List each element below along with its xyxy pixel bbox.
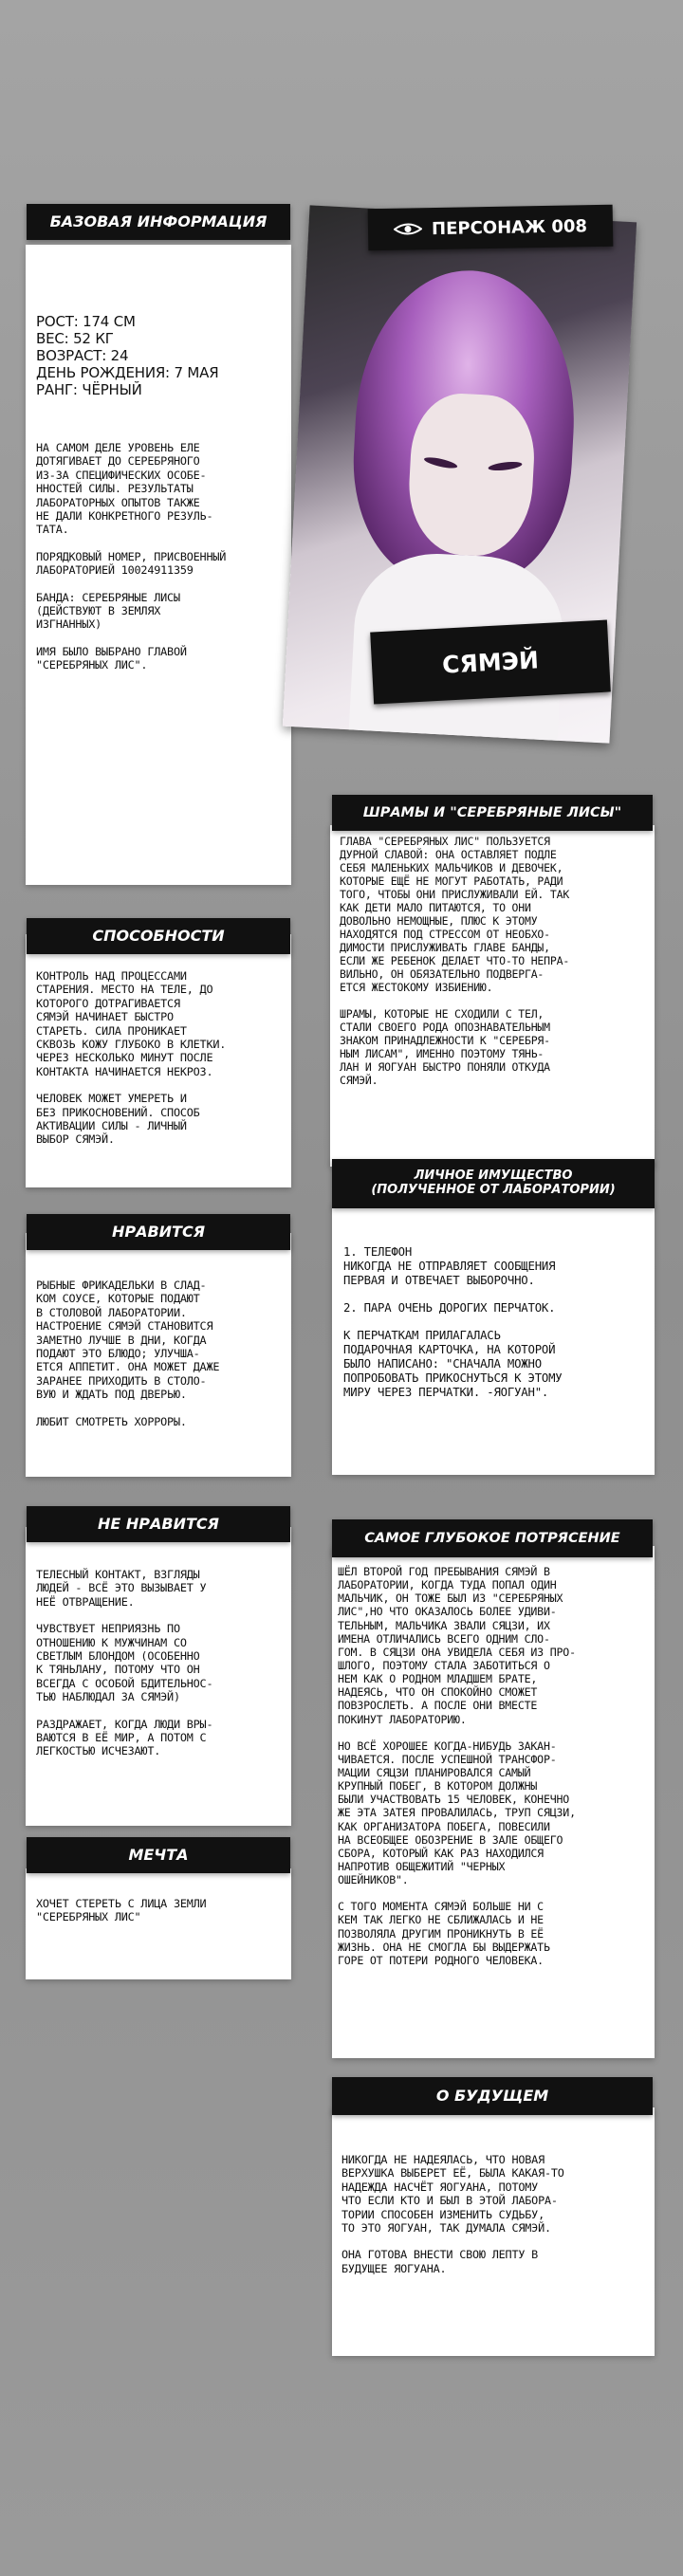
- abilities-header: [27, 918, 290, 954]
- dislikes-p3: РАЗДРАЖАЕТ, КОГДА ЛЮДИ ВРЫ- ВАЮТСЯ В ЕЁ МИР, А ПОТОМ С ЛЕГКОСТЬЮ ИСЧЕЗАЮТ.: [36, 1717, 213, 1758]
- property-p3: К ПЕРЧАТКАМ ПРИЛАГАЛАСЬ ПОДАРОЧНАЯ КАРТОЧКА, НА КОТОРОЙ БЫЛО НАПИСАНО: "СНАЧАЛА МОЖНО ПОПРОБОВАТЬ ПРИКОСНУТЬСЯ К ЭТОМУ МИРУ ЧЕРЕЗ ПЕРЧАТКИ. -ЯОГУАН".: [343, 1329, 563, 1399]
- abilities-text: [36, 969, 285, 1160]
- future-text: [342, 2153, 651, 2289]
- property-p2: 2. ПАРА ОЧЕНЬ ДОРОГИХ ПЕРЧАТОК.: [343, 1301, 556, 1315]
- likes-p1: РЫБНЫЕ ФРИКАДЕЛЬКИ В СЛАД- КОМ СОУСЕ, КОТОРЫЕ ПОДАЮТ В СТОЛОВОЙ ЛАБОРАТОРИИ. НАСТРОЕНИЕ СЯМЭЙ СТАНОВИТСЯ ЗАМЕТНО ЛУЧШЕ В ДНИ, КОГДА ПОДАЮТ ЭТО БЛЮДО; УЛУЧША- ЕТСЯ АППЕТИТ. ОНА МОЖЕТ ДАЖЕ ЗАРАНЕЕ ПРИХОДИТЬ В СТОЛО- ВУЮ И ЖДАТЬ ПОД ДВЕРЬЮ.: [36, 1279, 220, 1402]
- character-name-plate: [370, 620, 611, 705]
- stat-height: РОСТ: 174 СМ: [36, 313, 136, 330]
- character-header-label: ПЕРСОНАЖ 008: [431, 215, 588, 239]
- scars-p2: ШРАМЫ, КОТОРЫЕ НЕ СХОДИЛИ С ТЕЛ, СТАЛИ СВОЕГО РОДА ОПОЗНАВАТЕЛЬНЫМ ЗНАКОМ ПРИНАДЛЕЖНОСТИ К "СЕРЕБРЯ- НЫМ ЛИСАМ", ИМЕННО ПОЭТОМУ ТЯНЬ- ЛАН И ЯОГУАН БЫСТРО ПОНЯЛИ ОТКУДА СЯМЭЙ.: [340, 1007, 550, 1088]
- basic-info-p3: БАНДА: СЕРЕБРЯНЫЕ ЛИСЫ (ДЕЙСТВУЮТ В ЗЕМЛЯХ ИЗГНАННЫХ): [36, 590, 180, 632]
- likes-text: [36, 1279, 285, 1442]
- property-title-line2: (ПОЛУЧЕННОЕ ОТ ЛАБОРАТОРИИ): [371, 1183, 616, 1197]
- shock-p3: С ТОГО МОМЕНТА СЯМЭЙ БОЛЬШЕ НИ С КЕМ ТАК ЛЕГКО НЕ СБЛИЖАЛАСЬ И НЕ ПОЗВОЛЯЛА ДРУГИМ ПРОНИКНУТЬ В ЕЁ ЖИЗНЬ. ОНА НЕ СМОГЛА БЫ ВЫДЕРЖАТЬ ГОРЕ ОТ ПОТЕРИ РОДНОГО ЧЕЛОВЕКА.: [338, 1900, 550, 1967]
- likes-p2: ЛЮБИТ СМОТРЕТЬ ХОРРОРЫ.: [36, 1414, 187, 1428]
- dream-title: МЕЧТА: [128, 1845, 189, 1864]
- basic-info-stats: [36, 313, 283, 398]
- future-header: [332, 2077, 653, 2115]
- abilities-p2: ЧЕЛОВЕК МОЖЕТ УМЕРЕТЬ И БЕЗ ПРИКОСНОВЕНИЙ. СПОСОБ АКТИВАЦИИ СИЛЫ - ЛИЧНЫЙ ВЫБОР СЯМЭЙ.: [36, 1092, 200, 1147]
- basic-info-p1: НА САМОМ ДЕЛЕ УРОВЕНЬ ЕЛЕ ДОТЯГИВАЕТ ДО СЕРЕБРЯНОГО ИЗ-ЗА СПЕЦИФИЧЕСКИХ ОСОБЕ- ННОСТЕЙ СИЛЫ. РЕЗУЛЬТАТЫ ЛАБОРАТОРНЫХ ОПЫТОВ ТАКЖЕ НЕ ДАЛИ КОНКРЕТНОГО РЕЗУЛЬ- ТАТА.: [36, 441, 213, 537]
- stat-age: ВОЗРАСТ: 24: [36, 347, 129, 364]
- shock-title: САМОЕ ГЛУБОКОЕ ПОТРЯСЕНИЕ: [364, 1530, 620, 1546]
- property-text: [343, 1245, 649, 1413]
- shock-p2: НО ВСЁ ХОРОШЕЕ КОГДА-НИБУДЬ ЗАКАН- ЧИВАЕТСЯ. ПОСЛЕ УСПЕШНОЙ ТРАНСФОР- МАЦИИ СЯЦЗИ ПЛАНИРОВАЛСЯ САМЫЙ КРУПНЫЙ ПОБЕГ, В КОТОРОМ ДОЛЖНЫ БЫЛИ УЧАСТВОВАТЬ 15 ЧЕЛОВЕК, КОНЕЧНО ЖЕ ЭТА ЗАТЕЯ ПРОВАЛИЛАСЬ, ТРУП СЯЦЗИ, КАК ОРГАНИЗАТОРА ПОБЕГА, ПОВЕСИЛИ НА ВСЕОБЩЕЕ ОБОЗРЕНИЕ В ЗАЛЕ ОБЩЕГО СБОРА, КОТОРЫЙ КАК РАЗ НАХОДИЛСЯ НАПРОТИВ ОБЩЕЖИТИЙ "ЧЕРНЫХ ОШЕЙНИКОВ".: [338, 1739, 576, 1887]
- basic-info-p2: ПОРЯДКОВЫЙ НОМЕР, ПРИСВОЕННЫЙ ЛАБОРАТОРИЕЙ 10024911359: [36, 549, 227, 578]
- property-header: [332, 1159, 655, 1208]
- portrait-eye-right: [488, 460, 523, 471]
- character-header: [368, 205, 614, 250]
- future-p1: НИКОГДА НЕ НАДЕЯЛАСЬ, ЧТО НОВАЯ ВЕРХУШКА ВЫБЕРЕТ ЕЁ, БЫЛА КАКАЯ-ТО НАДЕЖДА НАСЧЁТ ЯОГУАНА, ПОТОМУ ЧТО ЕСЛИ КТО И БЫЛ В ЭТОЙ ЛАБОРА- ТОРИИ СПОСОБЕН ИЗМЕНИТЬ СУДЬБУ, ТО ЭТО ЯОГУАН, ТАК ДУМАЛА СЯМЭЙ.: [342, 2153, 564, 2235]
- scars-header: [332, 795, 653, 831]
- dream-p1: ХОЧЕТ СТЕРЕТЬ С ЛИЦА ЗЕМЛИ "СЕРЕБРЯНЫХ ЛИС": [36, 1897, 207, 1924]
- dislikes-text: [36, 1568, 285, 1772]
- shock-header: [332, 1519, 653, 1557]
- dislikes-title: НЕ НРАВИТСЯ: [98, 1514, 219, 1533]
- portrait-eye-left: [423, 455, 458, 470]
- dream-text: [36, 1897, 285, 1938]
- stat-rank: РАНГ: ЧЁРНЫЙ: [36, 381, 142, 398]
- basic-info-text: [36, 441, 285, 685]
- likes-title: НРАВИТСЯ: [111, 1222, 206, 1241]
- stat-weight: ВЕС: 52 КГ: [36, 330, 114, 347]
- shock-text: [338, 1565, 653, 1980]
- future-p2: ОНА ГОТОВА ВНЕСТИ СВОЮ ЛЕПТУ В БУДУЩЕЕ ЯОГУАНА.: [342, 2248, 539, 2275]
- scars-text: [340, 835, 653, 1100]
- dislikes-p2: ЧУВСТВУЕТ НЕПРИЯЗНЬ ПО ОТНОШЕНИЮ К МУЖЧИНАМ СО СВЕТЛЫМ БЛОНДОМ (ОСОБЕННО К ТЯНЬЛАНУ, ПОТОМУ ЧТО ОН ВСЕГДА С ОСОБОЙ БДИТЕЛЬНОС- ТЬЮ НАБЛЮДАЛ ЗА СЯМЭЙ): [36, 1622, 213, 1704]
- shock-p1: ШЁЛ ВТОРОЙ ГОД ПРЕБЫВАНИЯ СЯМЭЙ В ЛАБОРАТОРИИ, КОГДА ТУДА ПОПАЛ ОДИН МАЛЬЧИК, ОН ТОЖЕ БЫЛ ИЗ "СЕРЕБРЯНЫХ ЛИС",НО ЧТО ОКАЗАЛОСЬ БОЛЕЕ УДИВИ- ТЕЛЬНЫМ, МАЛЬЧИКА ЗВАЛИ СЯЦЗИ, ИХ ИМЕНА ОТЛИЧАЛИСЬ ВСЕГО ОДНИМ СЛО- ГОМ. В СЯЦЗИ ОНА УВИДЕЛА СЕБЯ ИЗ ПРО- ШЛОГО, ПОЭТОМУ СТАЛА ЗАБОТИТЬСЯ О НЕМ КАК О РОДНОМ МЛАДШЕМ БРАТЕ, НАДЕЯСЬ, ЧТО ОН СПОКОЙНО СМОЖЕТ ПОВЗРОСЛЕТЬ. А ПОСЛЕ ОНИ ВМЕСТЕ ПОКИНУТ ЛАБОРАТОРИЮ.: [338, 1565, 576, 1726]
- dislikes-p1: ТЕЛЕСНЫЙ КОНТАКТ, ВЗГЛЯДЫ ЛЮДЕЙ - ВСЁ ЭТО ВЫЗЫВАЕТ У НЕЁ ОТВРАЩЕНИЕ.: [36, 1568, 207, 1609]
- property-p1: 1. ТЕЛЕФОН НИКОГДА НЕ ОТПРАВЛЯЕТ СООБЩЕНИЯ ПЕРВАЯ И ОТВЕЧАЕТ ВЫБОРОЧНО.: [343, 1245, 556, 1287]
- abilities-title: СПОСОБНОСТИ: [92, 926, 225, 945]
- dislikes-header: [27, 1506, 290, 1542]
- basic-info-title: БАЗОВАЯ ИНФОРМАЦИЯ: [49, 212, 268, 230]
- dream-header: [27, 1837, 290, 1873]
- character-name: СЯМЭЙ: [441, 645, 540, 679]
- basic-info-header: [27, 204, 290, 240]
- basic-info-p4: ИМЯ БЫЛО ВЫБРАНО ГЛАВОЙ "СЕРЕБРЯНЫХ ЛИС".: [36, 644, 187, 672]
- likes-header: [27, 1214, 290, 1250]
- scars-p1: ГЛАВА "СЕРЕБРЯНЫХ ЛИС" ПОЛЬЗУЕТСЯ ДУРНОЙ СЛАВОЙ: ОНА ОСТАВЛЯЕТ ПОДЛЕ СЕБЯ МАЛЕНЬКИХ МАЛЬЧИКОВ И ДЕВОЧЕК, КОТОРЫЕ ЕЩЁ НЕ МОГУТ РАБОТАТЬ, РАДИ ТОГО, ЧТОБЫ ОНИ ПРИСЛУЖИВАЛИ ЕЙ. ТАК КАК ДЕТИ МАЛО ПИТАЮТСЯ, ТО ОНИ ДОВОЛЬНО НЕМОЩНЫЕ, ПЛЮС К ЭТОМУ НАХОДЯТСЯ ПОД СТРЕССОМ ОТ НЕОБХО- ДИМОСТИ ПРИСЛУЖИВАТЬ ГЛАВЕ БАНДЫ, ЕСЛИ ЖЕ РЕБЕНОК ДЕЛАЕТ ЧТО-ТО НЕПРА- ВИЛЬНО, ОН ОБЯЗАТЕЛЬНО ПОДВЕРГА- ЕТСЯ ЖЕСТОКОМУ ИЗБИЕНИЮ.: [340, 835, 570, 995]
- stat-birthday: ДЕНЬ РОЖДЕНИЯ: 7 МАЯ: [36, 364, 219, 381]
- property-title-line1: ЛИЧНОЕ ИМУЩЕСТВО: [414, 1168, 573, 1184]
- scars-title: ШРАМЫ И "СЕРЕБРЯНЫЕ ЛИСЫ": [362, 804, 622, 820]
- future-title: О БУДУЩЕМ: [435, 2086, 549, 2105]
- abilities-p1: КОНТРОЛЬ НАД ПРОЦЕССАМИ СТАРЕНИЯ. МЕСТО НА ТЕЛЕ, ДО КОТОРОГО ДОТРАГИВАЕТСЯ СЯМЭЙ НАЧИНАЕТ БЫСТРО СТАРЕТЬ. СИЛА ПРОНИКАЕТ СКВОЗЬ КОЖУ ГЛУБОКО В КЛЕТКИ. ЧЕРЕЗ НЕСКОЛЬКО МИНУТ ПОСЛЕ КОНТАКТА НАЧИНАЕТСЯ НЕКРОЗ.: [36, 969, 227, 1078]
- eye-icon: [394, 222, 422, 236]
